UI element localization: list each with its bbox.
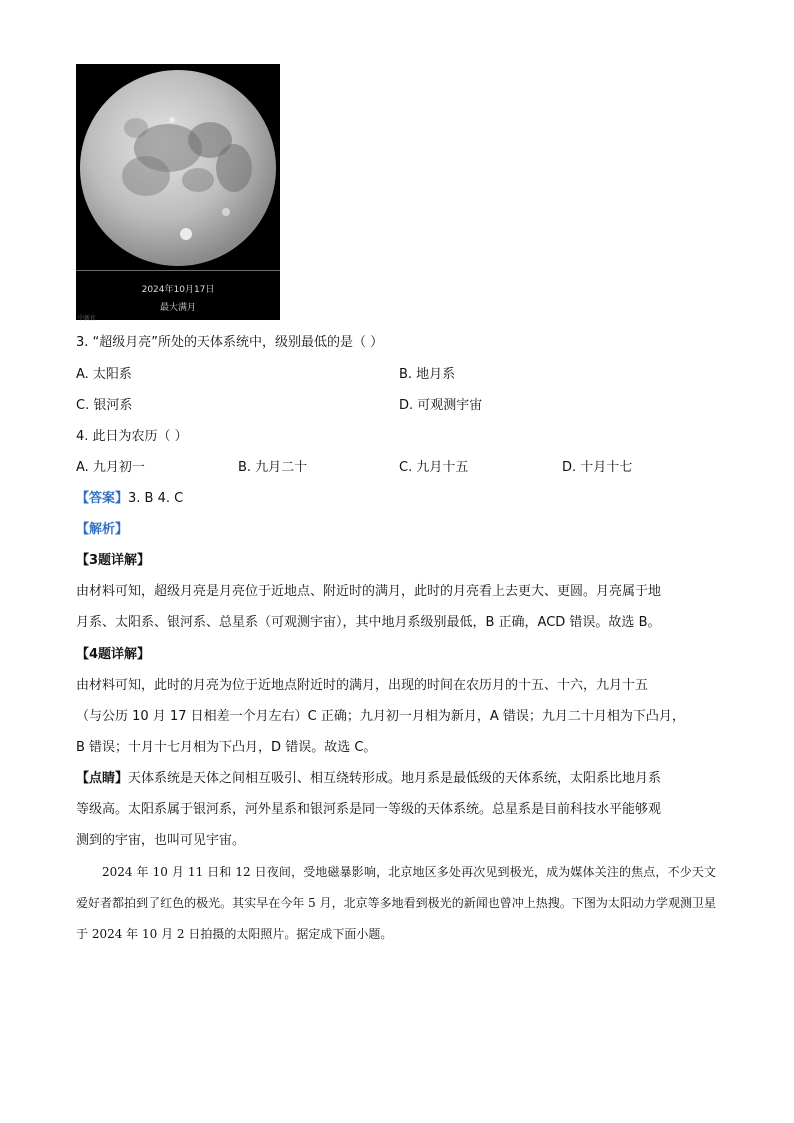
photo-caption: 最大满月	[159, 303, 196, 313]
tip-line-1-text: 天体系统是天体之间相互吸引、相互绕转形成。地月系是最低级的天体系统，太阳系比地月系	[128, 771, 662, 786]
answer-line	[76, 490, 183, 508]
tip-body	[76, 763, 716, 856]
moon-image	[76, 64, 280, 270]
material-paragraph: 2024 年 10 月 11 日和 12 日夜间，受地磁暴影响，北京地区多处再次见到极光，成为媒体关注的焦点，不少天文爱好者都拍到了红色的极光。其实早在今年 5 月，北京等多地看到极光的新闻也曾冲上热搜。下图为太阳动力学观测卫星于 2024 年 10 月 2 日拍摄的太阳照片。据定成下面小题。	[76, 865, 716, 941]
tip-line-2: 等级高。太阳系属于银河系，河外星系和银河系是同一等级的天体系统。总星系是目前科技水平能够观	[76, 802, 662, 817]
photo-watermark: 中新社	[78, 315, 97, 322]
question-3-option-a: A. 太阳系	[76, 367, 132, 382]
question-3-option-c: C. 银河系	[76, 398, 133, 413]
question-4-option-d: D. 十月十七	[562, 460, 633, 475]
question-3-option-b: B. 地月系	[399, 367, 456, 382]
tip-line-3: 测到的宇宙，也叫可见宇宙。	[76, 833, 246, 848]
question-4-option-b: B. 九月二十	[238, 460, 308, 475]
answer-tag: 【答案】	[76, 491, 129, 506]
answer-text: 3. B 4. C	[128, 491, 184, 506]
photo-date: 2024年10月17日	[141, 285, 215, 295]
detail-4-line-2: （与公历 10 月 17 日相差一个月左右）C 正确；九月初一月相为新月，A 错误；九月二十月相为下凸月，	[76, 709, 685, 724]
question-4-option-c: C. 九月十五	[399, 460, 469, 475]
detail-4-line-3: B 错误；十月十七月相为下凸月，D 错误。故选 C。	[76, 740, 377, 755]
detail-4-line-1: 由材料可知，此时的月亮为位于近地点附近时的满月，出现的时间在农历月的十五、十六，九月十五	[76, 678, 649, 693]
tip-line-1	[76, 763, 716, 794]
detail-3-body	[76, 576, 716, 638]
analysis-tag: 【解析】	[76, 522, 129, 537]
detail-4-heading: 【4题详解】	[76, 647, 151, 662]
question-3-option-d: D. 可观测宇宙	[399, 398, 483, 413]
question-4-stem: 4. 此日为农历（ ）	[76, 429, 188, 444]
detail-3-line-2: 月系、太阳系、银河系、总星系（可观测宇宙），其中地月系级别最低，B 正确，ACD 错误。故选 B。	[76, 615, 661, 630]
full-moon-photo	[76, 64, 280, 320]
photo-divider	[76, 270, 280, 271]
tip-tag: 【点睛】	[76, 771, 129, 786]
question-3-stem: 3. “超级月亮”所处的天体系统中，级别最低的是（ ）	[76, 335, 384, 350]
detail-3-line-1: 由材料可知，超级月亮是月亮位于近地点、附近时的满月，此时的月亮看上去更大、更圆。月亮属于地	[76, 584, 662, 599]
detail-4-body	[76, 670, 716, 763]
question-4-option-a: A. 九月初一	[76, 460, 145, 475]
detail-3-heading: 【3题详解】	[76, 553, 151, 568]
